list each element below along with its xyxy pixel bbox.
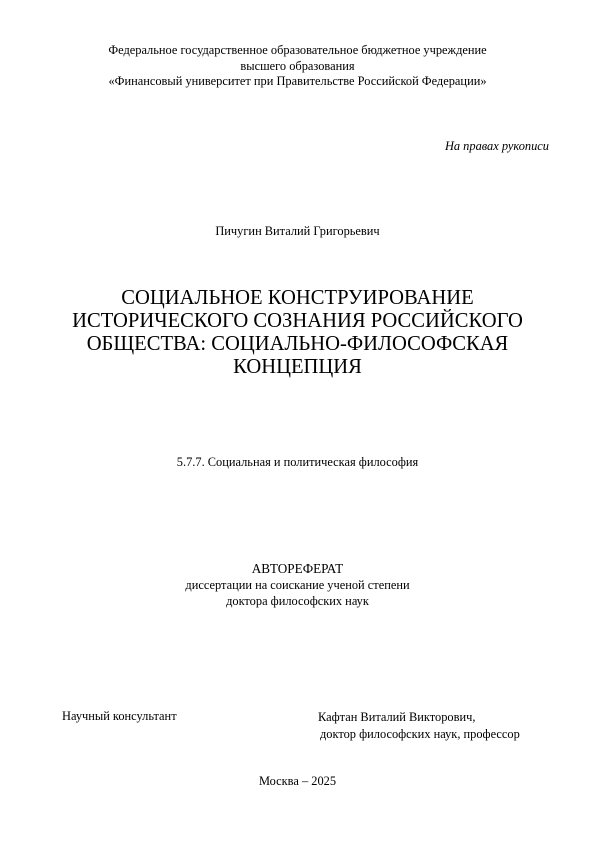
abstract-line-2: диссертации на соискание ученой степени	[185, 578, 410, 592]
consultant-name: Кафтан Виталий Викторович,	[318, 710, 476, 724]
institution-line-1: Федеральное государственное образовательное бюджетное учреждение	[108, 43, 487, 57]
consultant-info	[318, 709, 520, 743]
abstract-label: АВТОРЕФЕРАТ	[251, 561, 344, 576]
institution-line-2: высшего образования	[240, 58, 355, 73]
institution-line-3: «Финансовый университет при Правительстве Российской Федерации»	[108, 74, 487, 88]
title-line-2: ИСТОРИЧЕСКОГО СОЗНАНИЯ РОССИЙСКОГО	[72, 310, 523, 332]
institution-header	[0, 43, 595, 90]
consultant-degree: доктор философских наук, профессор	[320, 727, 520, 741]
title-line-4: КОНЦЕПЦИЯ	[233, 356, 362, 378]
abstract-block	[0, 561, 595, 609]
author-name: Пичугин Виталий Григорьевич	[215, 224, 380, 238]
specialty: 5.7.7. Социальная и политическая философия	[176, 455, 419, 469]
dissertation-title	[0, 287, 595, 379]
title-line-1: СОЦИАЛЬНОЕ КОНСТРУИРОВАНИЕ	[121, 287, 474, 309]
city-year: Москва – 2025	[258, 774, 337, 788]
title-line-3: ОБЩЕСТВА: СОЦИАЛЬНО-ФИЛОСОФСКАЯ	[86, 333, 509, 355]
manuscript-note: На правах рукописи	[444, 139, 549, 153]
consultant-label: Научный консультант	[62, 709, 177, 723]
abstract-line-3: доктора философских наук	[226, 594, 369, 608]
